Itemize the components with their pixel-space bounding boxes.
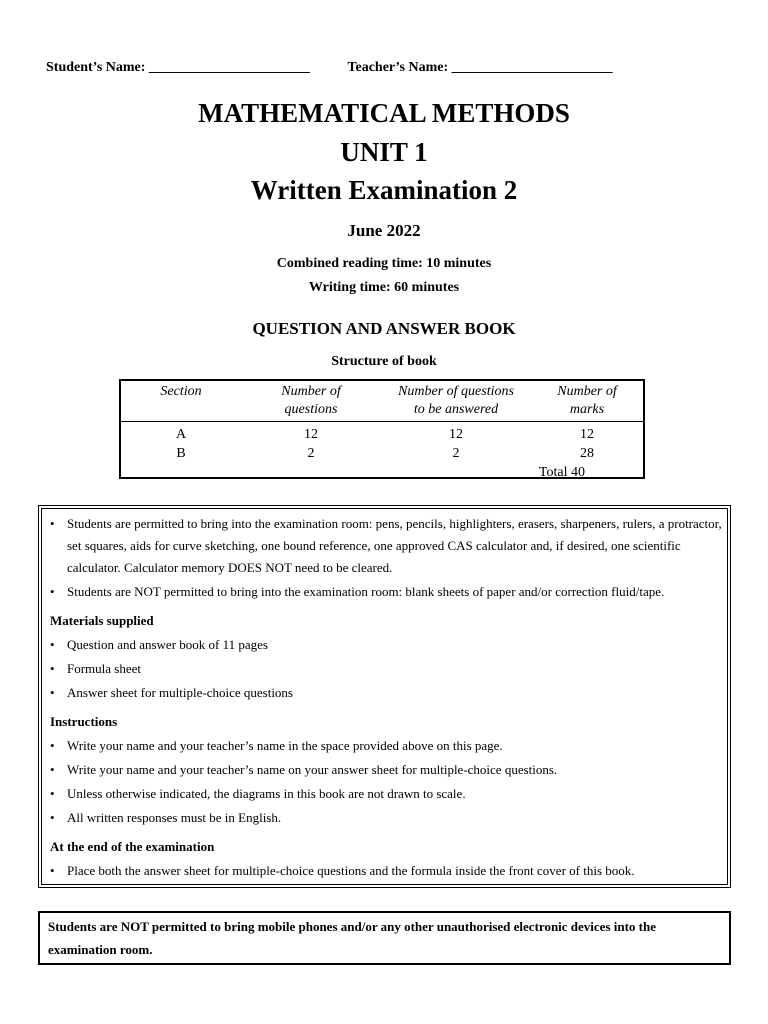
unit-title: UNIT 1: [340, 137, 428, 167]
table-row: [121, 425, 643, 444]
instructions-heading: Instructions: [50, 714, 118, 729]
list-item: • Students are NOT permitted to bring into the examination room: blank sheets of paper and/or correction fluid/tape.: [50, 581, 727, 603]
book-title: QUESTION AND ANSWER BOOK: [252, 319, 516, 338]
header-number-of-marks: Number of marks: [557, 384, 617, 417]
instructions-list: [50, 735, 727, 829]
materials-list: [50, 634, 727, 704]
header-number-of-questions: Number of questions: [281, 384, 341, 417]
structure-heading: Structure of book: [331, 354, 437, 369]
header-section: Section: [160, 384, 202, 399]
section-b: B: [176, 445, 186, 461]
list-item: • Place both the answer sheet for multiple-choice questions and the formula inside the front cover of this book.: [50, 860, 727, 882]
section-b-questions: 2: [307, 445, 315, 461]
name-fields: [46, 60, 613, 76]
subject-title: MATHEMATICAL METHODS: [198, 98, 570, 128]
section-b-answered: 2: [452, 445, 460, 461]
total-marks: Total 40: [538, 464, 585, 480]
writing-time: Writing time: 60 minutes: [308, 280, 460, 295]
exam-title: Written Examination 2: [250, 175, 518, 205]
list-item: • Students are permitted to bring into the examination room: pens, pencils, highlighters, erasers, sharpeners, rulers, a protractor, set squares, aids for curve sketching, one bound reference, one approved CAS calculator and, if desired, one scientific calculator. Calculator memory DOES NOT need to be cleared.: [50, 513, 727, 579]
list-item: • Unless otherwise indicated, the diagrams in this book are not drawn to scale.: [50, 783, 727, 805]
student-name-field[interactable]: Student’s Name: _______________________: [46, 60, 310, 75]
section-b-marks: 28: [580, 445, 594, 461]
section-a-questions: 12: [304, 426, 318, 442]
list-item: • Question and answer book of 11 pages: [50, 634, 727, 656]
list-item: • Write your name and your teacher’s name in the space provided above on this page.: [50, 735, 727, 757]
end-list: [50, 860, 727, 882]
teacher-name-field[interactable]: Teacher’s Name: _______________________: [347, 60, 613, 75]
section-a: A: [175, 426, 187, 442]
section-a-marks: 12: [580, 426, 594, 442]
end-heading: At the end of the examination: [50, 839, 215, 854]
reading-time: Combined reading time: 10 minutes: [276, 256, 492, 271]
table-row: [121, 444, 643, 463]
structure-header-row: [121, 381, 643, 422]
device-warning: Students are NOT permitted to bring mobile phones and/or any other unauthorised electronic devices into the examination room.: [38, 911, 731, 965]
list-item: • Answer sheet for multiple-choice questions: [50, 682, 727, 704]
structure-table: [119, 379, 645, 479]
rules-box: [38, 505, 731, 888]
total-row: [121, 463, 643, 482]
list-item: • Write your name and your teacher’s name on your answer sheet for multiple-choice questions.: [50, 759, 727, 781]
permitted-list: [50, 513, 727, 603]
list-item: • All written responses must be in English.: [50, 807, 727, 829]
header-questions-to-answer: Number of questions to be answered: [398, 384, 514, 417]
materials-heading: Materials supplied: [50, 613, 154, 628]
section-a-answered: 12: [449, 426, 463, 442]
list-item: • Formula sheet: [50, 658, 727, 680]
exam-date: June 2022: [347, 221, 421, 240]
